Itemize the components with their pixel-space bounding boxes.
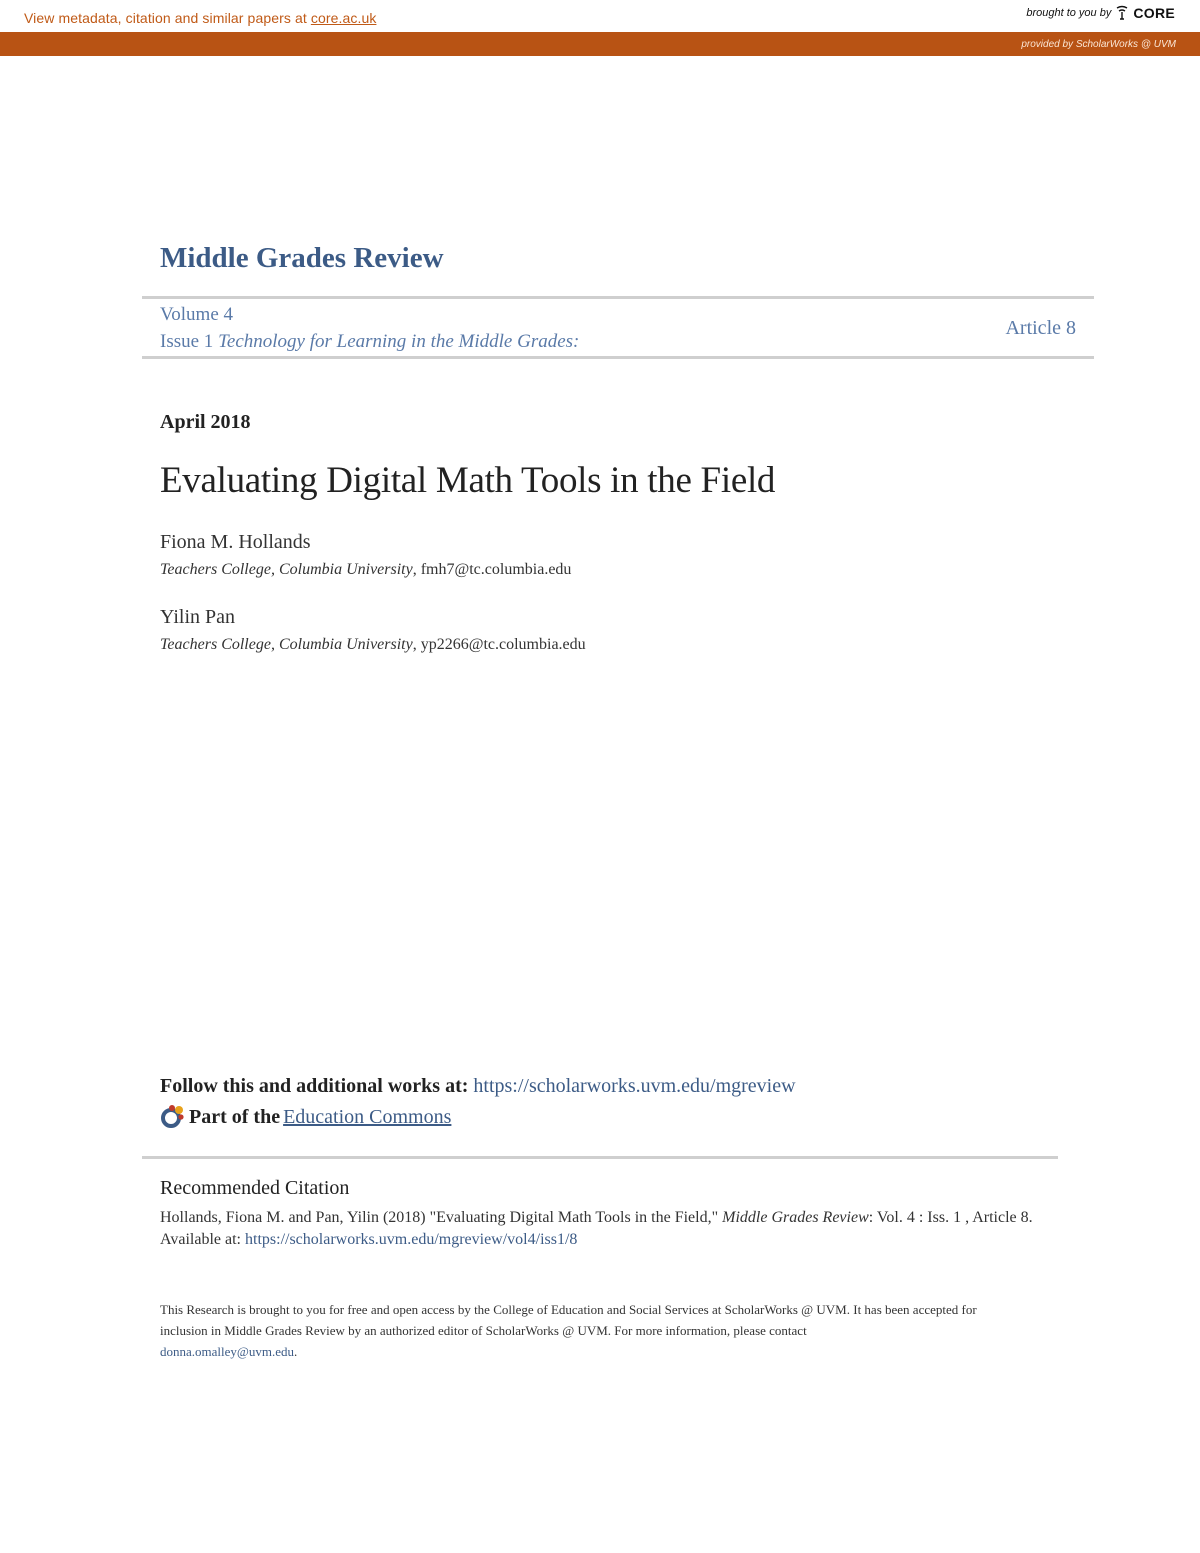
core-logo-icon: [1114, 5, 1130, 21]
author-name: Fiona M. Hollands: [160, 531, 311, 553]
author-affiliation: [160, 561, 571, 579]
notice-text: This Research is brought to you for free and open access by the College of Education and Social Services at ScholarWorks @ UVM. It has been accepted for inclusion in Middle Grades Review by an authorized editor of ScholarWorks @ UVM. For more information, please contact: [160, 1302, 977, 1338]
core-link[interactable]: core.ac.uk: [310, 10, 377, 26]
affiliation-text: Teachers College, Columbia University: [160, 561, 413, 578]
contact-email-link[interactable]: donna.omalley@uvm.edu: [160, 1344, 294, 1359]
core-metadata-prefix: View metadata, citation and similar papers at: [24, 10, 307, 26]
core-metadata-line: [24, 10, 376, 26]
volume-link[interactable]: Volume 4: [160, 304, 234, 325]
issue-number: Issue 1: [160, 331, 214, 352]
journal-title[interactable]: Middle Grades Review: [160, 242, 444, 274]
brought-by-text: brought to you by: [1026, 7, 1112, 19]
citation-divider: [142, 1156, 1058, 1159]
citation-text-part1: Hollands, Fiona M. and Pan, Yilin (2018) "Evaluating Digital Math Tools in the Field,": [160, 1209, 719, 1226]
commons-line: [160, 1104, 451, 1130]
header-divider-top: [142, 296, 1094, 299]
follow-label: Follow this and additional works at:: [160, 1075, 469, 1097]
author-email: , fmh7@tc.columbia.edu: [412, 561, 572, 578]
education-commons-link[interactable]: Education Commons: [283, 1105, 452, 1128]
publication-date: April 2018: [160, 411, 251, 433]
author-email: , yp2266@tc.columbia.edu: [412, 636, 586, 653]
citation-url[interactable]: https://scholarworks.uvm.edu/mgreview/vol4/iss1/8: [245, 1231, 578, 1248]
article-number: Article 8: [1005, 317, 1076, 339]
follow-line: [160, 1075, 796, 1098]
available-label: Available at:: [160, 1231, 241, 1248]
issue-title: Technology for Learning in the Middle Grades:: [218, 331, 580, 352]
commons-prefix: Part of the: [189, 1105, 281, 1128]
citation-journal: Middle Grades Review: [722, 1209, 869, 1226]
core-provided-by[interactable]: provided by ScholarWorks @ UVM: [1021, 39, 1176, 50]
author-affiliation: [160, 636, 586, 654]
core-logo-text: CORE: [1133, 5, 1175, 21]
issue-link[interactable]: [160, 331, 579, 353]
article-title: Evaluating Digital Math Tools in the Field: [160, 460, 776, 501]
core-orange-bar: [0, 32, 1200, 56]
header-divider-bottom: [142, 356, 1094, 359]
author-name: Yilin Pan: [160, 606, 236, 628]
follow-url[interactable]: https://scholarworks.uvm.edu/mgreview: [473, 1075, 796, 1097]
network-commons-icon: [160, 1104, 186, 1130]
core-brought-by[interactable]: [1026, 5, 1175, 21]
citation-heading: Recommended Citation: [160, 1177, 350, 1199]
citation-body: [160, 1207, 1060, 1251]
notice-end: .: [294, 1344, 298, 1359]
citation-text-part2: : Vol. 4 : Iss. 1 , Article 8.: [868, 1209, 1033, 1226]
affiliation-text: Teachers College, Columbia University: [160, 636, 413, 653]
open-access-notice: [160, 1299, 1010, 1362]
